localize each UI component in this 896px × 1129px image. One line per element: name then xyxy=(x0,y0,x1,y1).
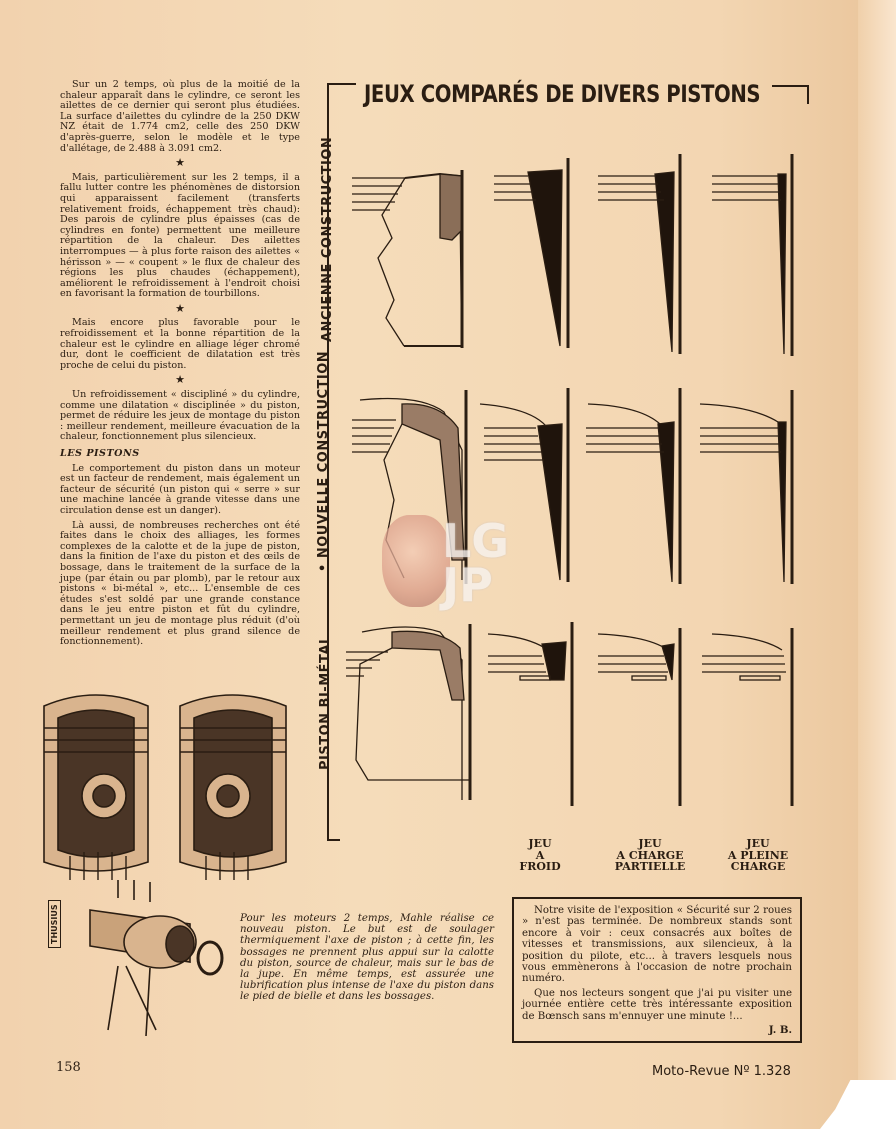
note-paragraph: Que nos lecteurs songent que j'ai pu visiter une journée entière cette très intéressante exposition de Bœnsch sans m'ennuyer une minute !... xyxy=(522,987,792,1022)
column-label-pleine xyxy=(708,838,808,873)
row-label-bimetal: PISTON BI-MÉTAL xyxy=(318,635,333,770)
paragraph: Un refroidissement « discipliné » du cylindre, comme une dilatation « disciplinée » du piston, permet de réduire les jeux de montage du piston : meilleur rendement, meilleure évacuation de la chaleur, fonctionnement plus silencieux. xyxy=(60,389,300,443)
diagram-title: JEUX COMPARÉS DE DIVERS PISTONS xyxy=(364,80,761,108)
star-separator: ★ xyxy=(175,301,185,315)
piston-pin-illustration xyxy=(90,880,222,1036)
column-label-line: FROID xyxy=(519,860,561,873)
piston-illustration-left xyxy=(44,695,148,871)
watermark-text: LG JP xyxy=(442,514,510,612)
row-label-ancienne: ANCIENNE CONSTRUCTION xyxy=(320,136,335,342)
watermark-portrait xyxy=(382,515,450,607)
column-label-line: CHARGE xyxy=(730,860,786,873)
illustrator-signature: THUSIUS xyxy=(48,900,61,948)
column-label-line: A PLEINE xyxy=(727,848,789,862)
watermark xyxy=(382,515,522,615)
paragraph: Là aussi, de nombreuses recherches ont été faites dans le choix des alliages, les formes complexes de la calotte et de la jupe de piston, dans la finition de l'axe du piston et des œils de bossage, dans le traitement de la surface de la jupe (par étain ou par plomb), par le retour aux pistons « bi-métal », etc... L'ensemble de ces études s'est soldé par une grande constance dans le jeu entre piston et fût du cylindre, permettant un jeu de montage plus réduit (d'où meilleur rendement et plus grand silence de fonctionnement). xyxy=(60,519,300,648)
paragraph: Mais, particulièrement sur les 2 temps, il a fallu lutter contre les phénomènes de distorsion qui apparaissent facilement (transferts relativement froids, échappement très chaud): Des parois de cylindre plus épaisses (cas de cylindres en fonte) permettent une meilleure répartition de la chaleur. Des ailettes interrompues — à plus forte raison des ailettes « hérisson » — « coupent » le flux de chaleur des régions les plus chaudes (échappement), améliorent le refroidissement à l'endroit choisi en favorisant la formation de tourbillons. xyxy=(60,171,300,300)
column-label-line: JEU xyxy=(746,837,770,850)
boxed-note xyxy=(512,897,802,1043)
star-separator: ★ xyxy=(175,373,185,387)
page-number: 158 xyxy=(56,1060,81,1075)
column-label-line: JEU xyxy=(528,837,552,850)
note-signature: J. B. xyxy=(768,1024,792,1037)
column-label-line: A CHARGE xyxy=(616,848,684,862)
piston-illustration-right xyxy=(180,695,286,871)
row-bimetal xyxy=(346,622,792,806)
paragraph: Sur un 2 temps, où plus de la moitié de la chaleur apparaît dans le cylindre, ce seront les ailettes de ce dernier qui seront plus étudiées. La surface d'ailettes du cylindre de la 250 DKW NZ était de 1.774 cm2, celle des 250 DKW d'après-guerre, selon le modèle et le type d'allétage, de 2.488 à 3.091 cm2. xyxy=(60,79,300,154)
paragraph: Mais encore plus favorable pour le refroidissement et la bonne répartition de la chaleur est le cylindre en alliage léger chromé dur, dont le coefficient de dilatation est très proche de celui du piston. xyxy=(60,317,300,371)
column-label-froid xyxy=(490,838,590,873)
illustration-caption: Pour les moteurs 2 temps, Mahle réalise ce nouveau piston. Le but est de soulager thermiquement l'axe de piston ; à cette fin, les bossages ne prennent plus appui sur la calotte du piston, source de chaleur, mais sur le bas de la jupe. En même temps, est assurée une lubrification plus intense de l'axe du piston dans le pied de bielle et dans les bossages. xyxy=(240,913,494,1003)
star-separator: ★ xyxy=(175,156,185,170)
section-title: LES PISTONS xyxy=(60,448,140,459)
column-label-line: PARTIELLE xyxy=(614,860,686,873)
magazine-footer: Moto-Revue Nº 1.328 xyxy=(652,1064,791,1079)
paragraph: Le comportement du piston dans un moteur est un facteur de rendement, mais également un facteur de sécurité (un piston qui « serre » sur une machine lancée à grande vitesse dans une circulation dense est un danger). xyxy=(60,462,300,516)
column-label-partielle xyxy=(600,838,700,873)
column-label-line: JEU xyxy=(638,837,662,850)
note-paragraph: Notre visite de l'exposition « Sécurité sur 2 roues » n'est pas terminée. De nombreux stands sont encore à voir : ceux consacrés aux boîtes de vitesses et transmissions, aux silencieux, à la position du pilote, etc... à travers lesquels nous vous emmènerons à l'occasion de notre prochain numéro. xyxy=(522,905,792,985)
row-label-nouvelle: • NOUVELLE CONSTRUCTION xyxy=(316,350,331,572)
column-label-line: A xyxy=(535,848,545,862)
row-ancienne xyxy=(352,154,792,356)
